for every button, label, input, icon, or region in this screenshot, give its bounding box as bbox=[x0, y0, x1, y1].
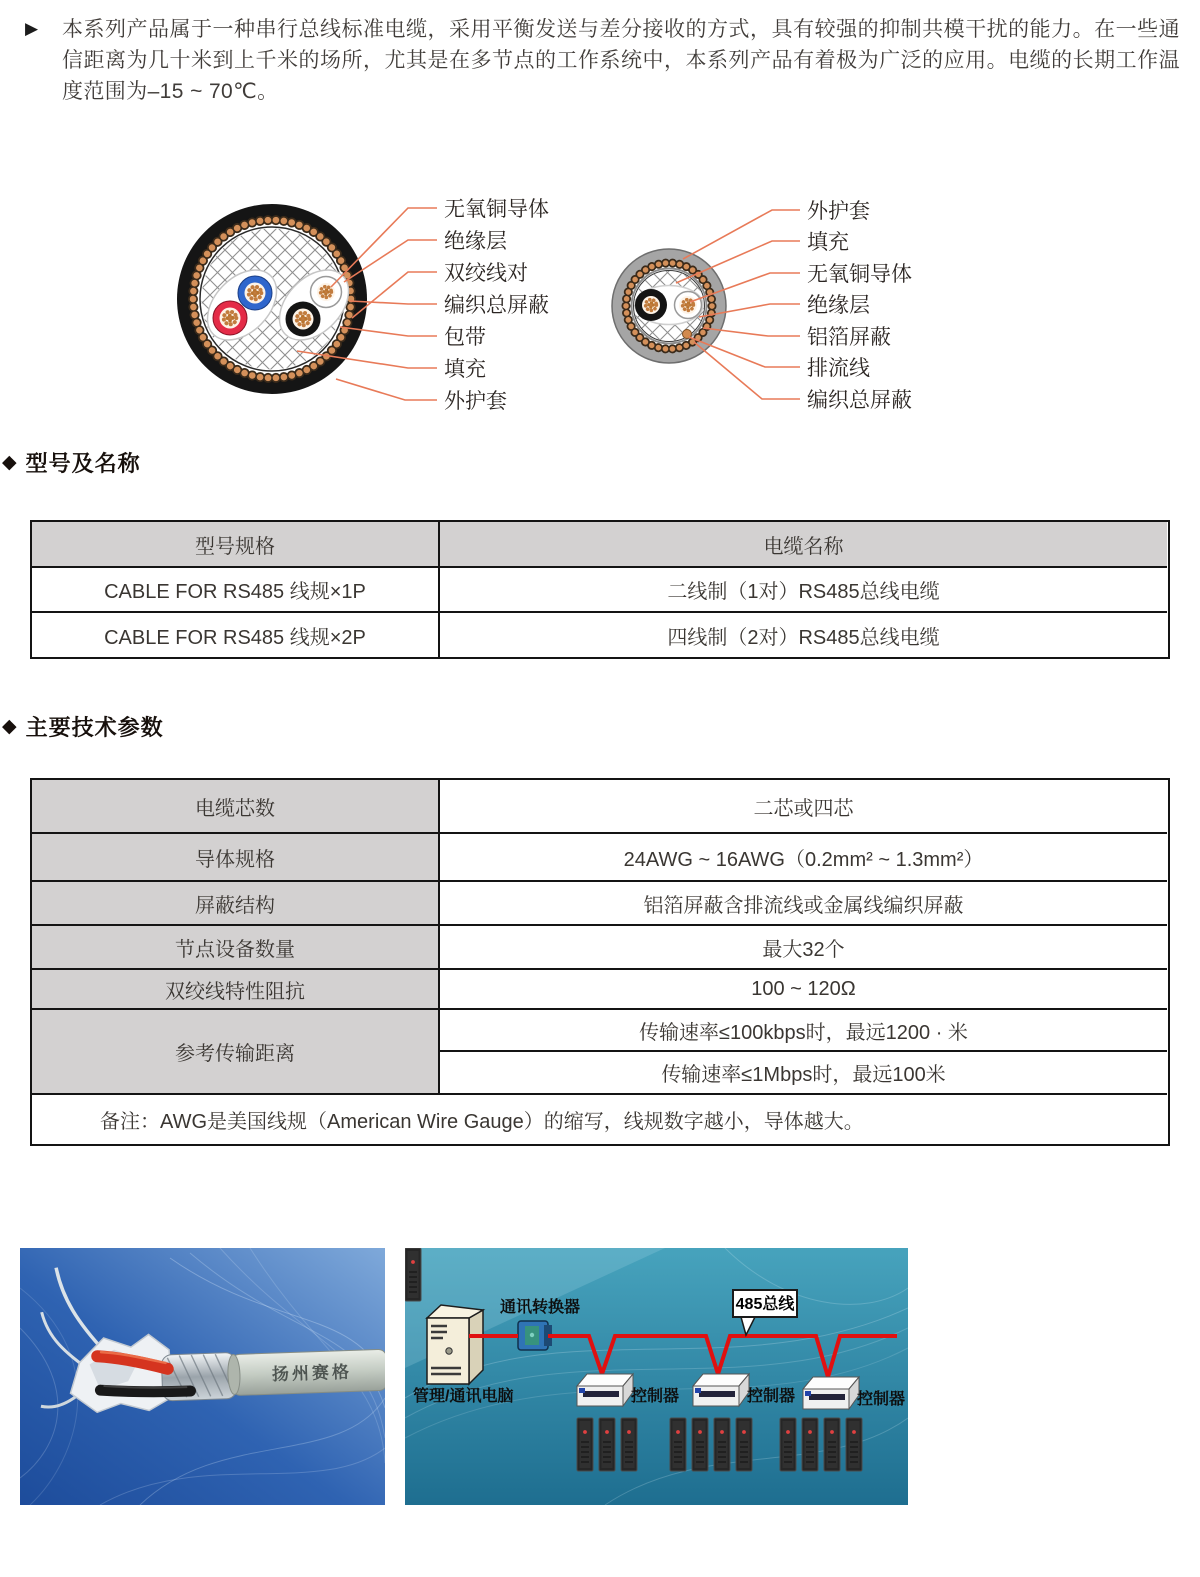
diamond-icon: ◆ bbox=[2, 716, 17, 737]
computer-label: 管理/通讯电脑 bbox=[413, 1388, 514, 1405]
controller-2 bbox=[693, 1374, 749, 1406]
left-diagram-labels bbox=[444, 198, 549, 413]
parameters-table bbox=[30, 778, 1170, 1146]
controller-3 bbox=[803, 1377, 859, 1409]
param-value: 100 ~ 120Ω bbox=[440, 970, 1167, 1010]
param-label: 参考传输距离 bbox=[32, 1010, 440, 1095]
comm-converter bbox=[518, 1321, 552, 1350]
network-topology-image bbox=[405, 1248, 908, 1505]
param-value: 传输速率≤100kbps时，最远1200 · 米 bbox=[440, 1010, 1167, 1052]
label-copper-conductor: 无氧铜导体 bbox=[444, 198, 549, 221]
param-label: 屏蔽结构 bbox=[32, 882, 440, 926]
left-cable-diagram bbox=[177, 204, 367, 394]
label-filler: 填充 bbox=[444, 358, 486, 381]
triangle-bullet-icon: ▶ bbox=[25, 19, 39, 38]
label-braid-shield: 编织总屏蔽 bbox=[807, 389, 912, 412]
param-label: 电缆芯数 bbox=[32, 780, 440, 834]
section-heading-params bbox=[2, 711, 164, 742]
right-cable-diagram bbox=[612, 249, 726, 363]
section-heading-models bbox=[2, 447, 141, 478]
param-value: 24AWG ~ 16AWG（0.2mm² ~ 1.3mm²） bbox=[440, 834, 1167, 882]
management-computer bbox=[427, 1305, 483, 1384]
diamond-icon: ◆ bbox=[2, 452, 17, 473]
label-twisted-pair: 双绞线对 bbox=[444, 262, 528, 285]
table-note: 备注：AWG是美国线规（American Wire Gauge）的缩写，线规数字越小，导体越大。 bbox=[32, 1095, 1167, 1144]
param-value: 最大32个 bbox=[440, 926, 1167, 970]
cable-product-photo bbox=[20, 1248, 385, 1505]
table-cell: 四线制（2对）RS485总线电缆 bbox=[440, 613, 1167, 657]
bus-label: 485总线 bbox=[735, 1296, 795, 1313]
label-foil-shield: 铝箔屏蔽 bbox=[807, 326, 891, 349]
table-cell: CABLE FOR RS485 线规×1P bbox=[32, 568, 440, 613]
controller-1 bbox=[577, 1374, 633, 1406]
param-label: 双绞线特性阻抗 bbox=[32, 970, 440, 1010]
table-cell: CABLE FOR RS485 线规×2P bbox=[32, 613, 440, 657]
param-label: 导体规格 bbox=[32, 834, 440, 882]
controller-label: 控制器 bbox=[631, 1388, 680, 1405]
column-header: 电缆名称 bbox=[440, 522, 1167, 568]
controller-label: 控制器 bbox=[747, 1388, 796, 1405]
right-diagram-labels bbox=[807, 200, 912, 412]
param-value: 二芯或四芯 bbox=[440, 780, 1167, 834]
brand-print: 扬州赛格 bbox=[271, 1362, 353, 1385]
param-value: 传输速率≤1Mbps时，最远100米 bbox=[440, 1052, 1167, 1095]
param-label: 节点设备数量 bbox=[32, 926, 440, 970]
label-tape: 包带 bbox=[444, 326, 486, 349]
table-cell: 二线制（1对）RS485总线电缆 bbox=[440, 568, 1167, 613]
label-insulation: 绝缘层 bbox=[807, 294, 870, 317]
label-drain-wire: 排流线 bbox=[807, 357, 870, 380]
section-title: 主要技术参数 bbox=[25, 715, 164, 740]
label-insulation: 绝缘层 bbox=[444, 230, 507, 253]
intro-text: 本系列产品属于一种串行总线标准电缆，采用平衡发送与差分接收的方式，具有较强的抑制共模干扰的能力。在一些通信距离为几十米到上千米的场所，尤其是在多节点的工作系统中，本系列产品有着极为广泛的应用。电缆的长期工作温度范围为–15 ~ 70℃。 bbox=[62, 18, 1180, 103]
label-braid-shield: 编织总屏蔽 bbox=[444, 294, 549, 317]
column-header: 型号规格 bbox=[32, 522, 440, 568]
param-value: 铝箔屏蔽含排流线或金属线编织屏蔽 bbox=[440, 882, 1167, 926]
intro-block bbox=[0, 14, 1184, 107]
model-table bbox=[30, 520, 1170, 659]
label-filler: 填充 bbox=[807, 231, 849, 254]
controller-label: 控制器 bbox=[857, 1391, 906, 1408]
label-copper-conductor: 无氧铜导体 bbox=[807, 263, 912, 286]
cable-cross-sections bbox=[0, 175, 1000, 437]
label-outer-jacket: 外护套 bbox=[444, 390, 507, 413]
converter-label: 通讯转换器 bbox=[500, 1299, 581, 1316]
section-title: 型号及名称 bbox=[25, 451, 141, 476]
label-outer-jacket: 外护套 bbox=[807, 200, 870, 223]
